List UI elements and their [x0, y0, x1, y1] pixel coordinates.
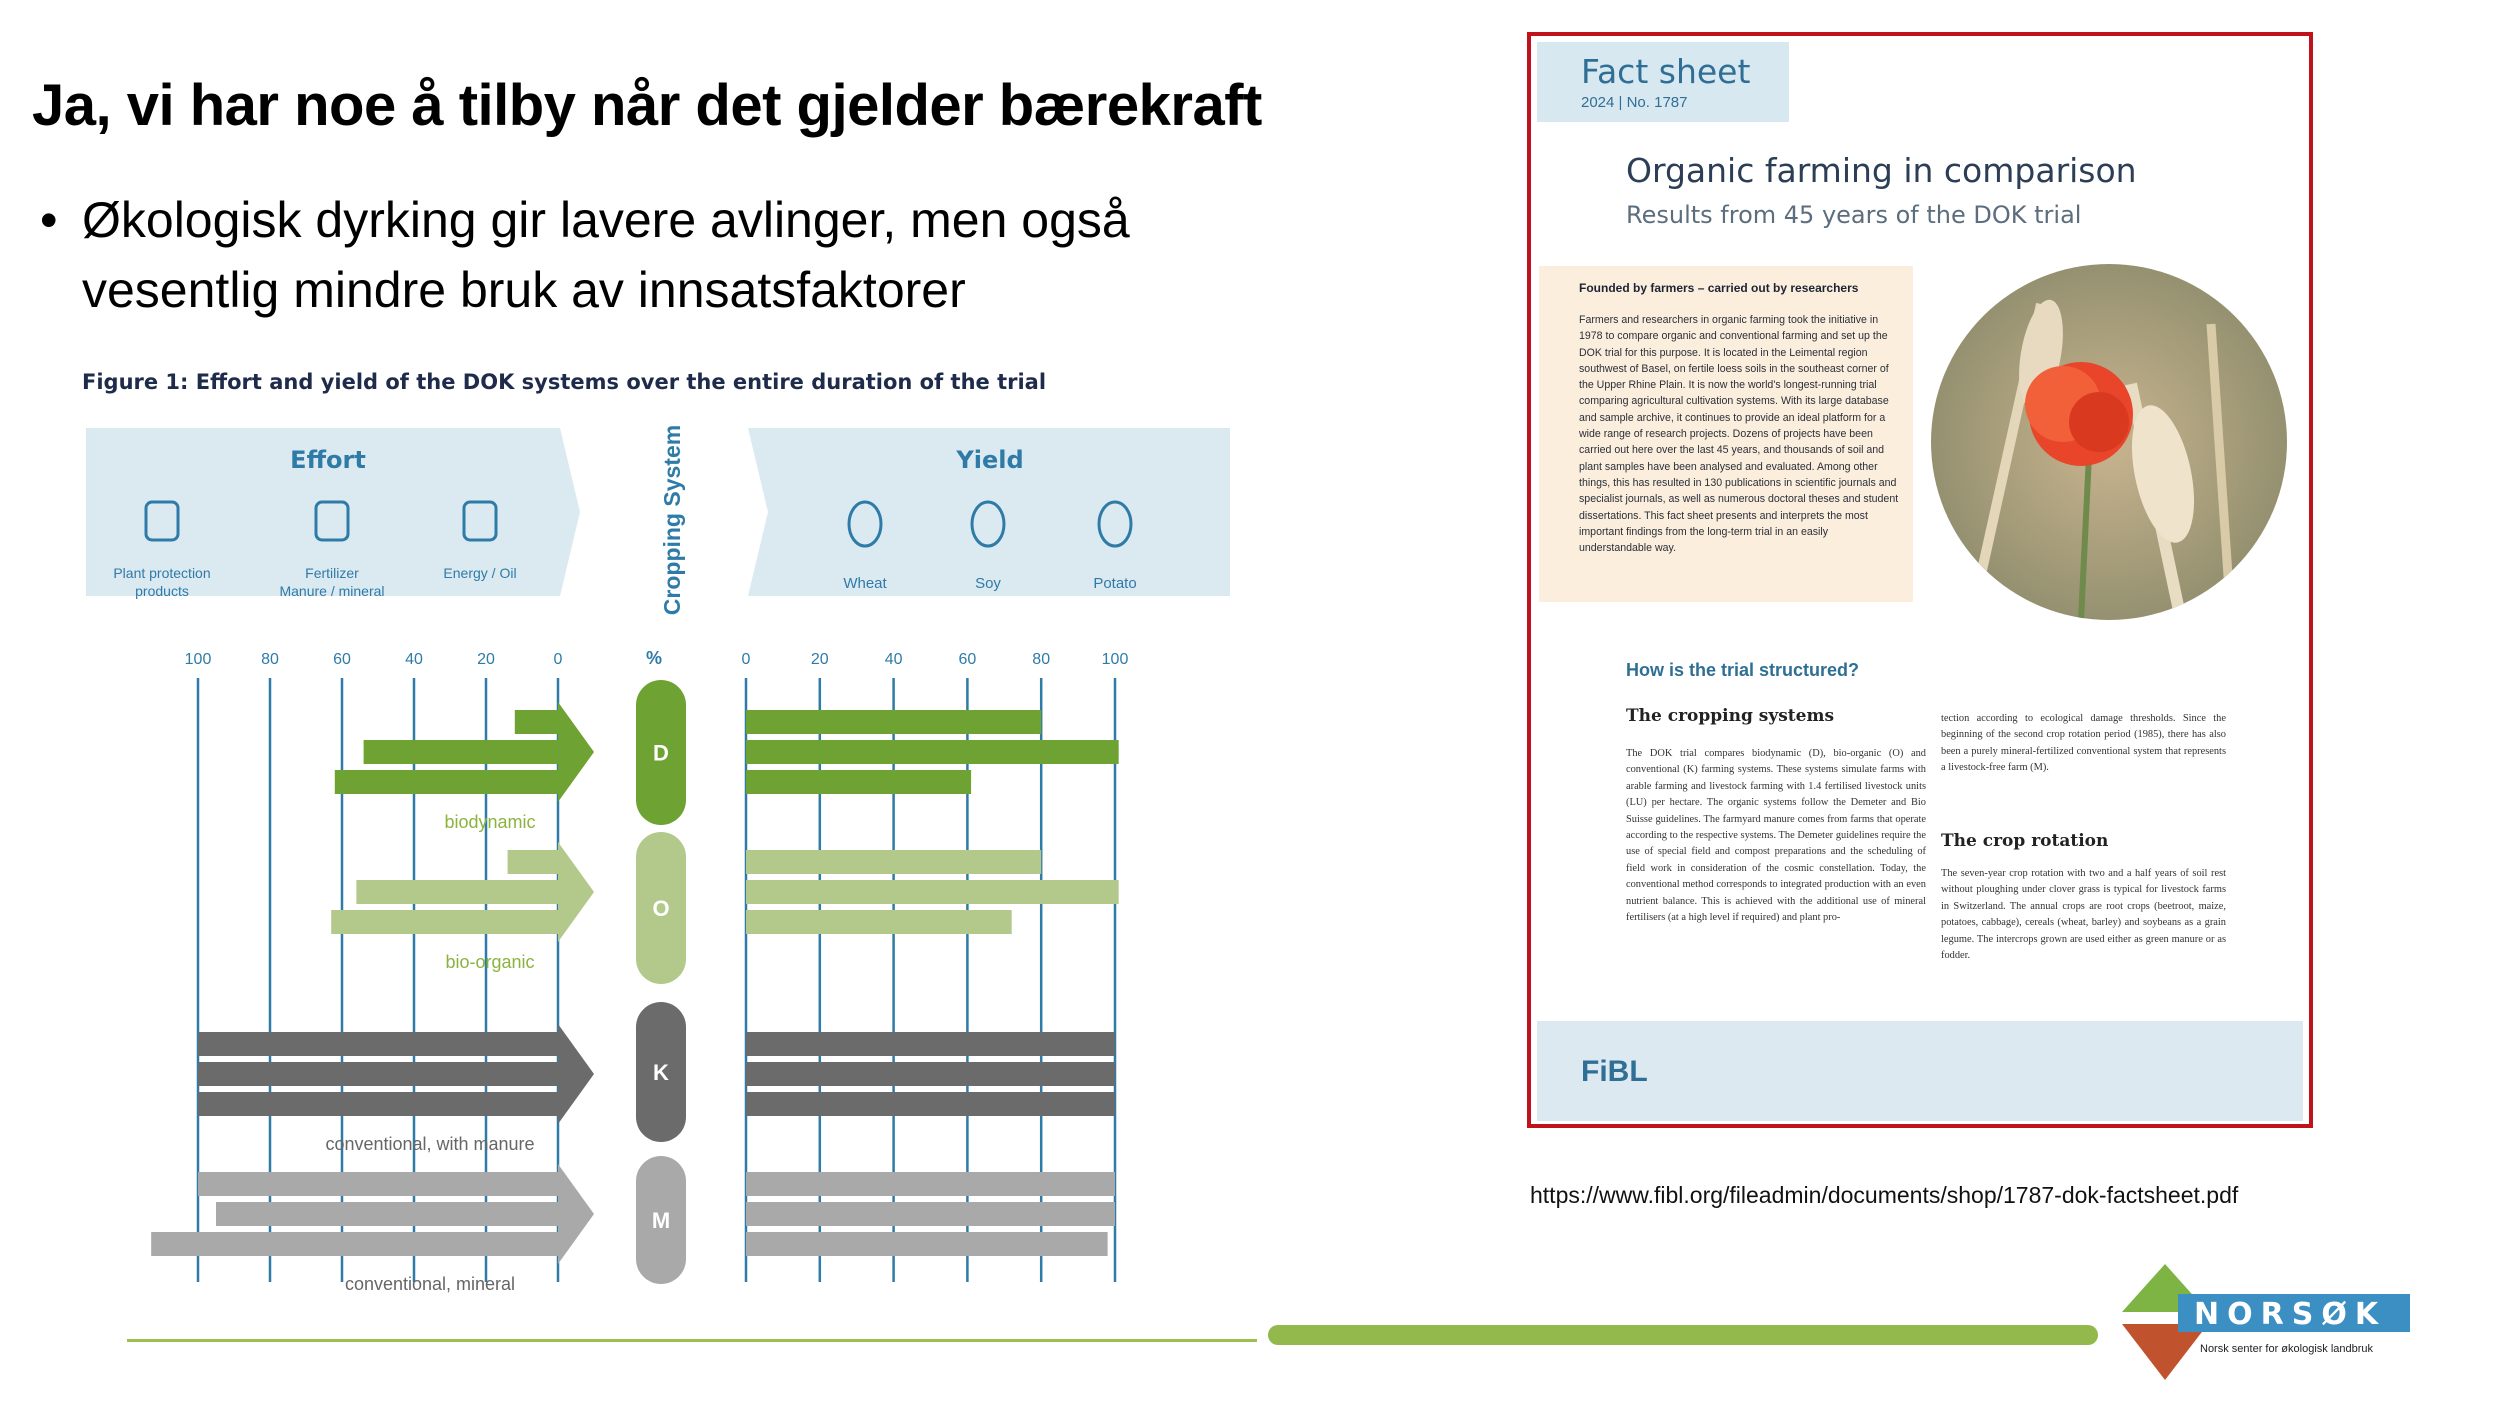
effort-arrowhead-O	[558, 842, 594, 942]
figure-caption: Figure 1: Effort and yield of the DOK systems over the entire duration of the trial	[82, 370, 1047, 394]
factsheet-preview	[1527, 32, 2313, 1128]
factsheet-tab	[1537, 42, 1789, 122]
logo-triangle-down	[2122, 1324, 2208, 1380]
yield-category-label-1: Soy	[975, 575, 1001, 592]
system-name-M: conventional, mineral	[344, 1274, 516, 1294]
bullet-marker: •	[40, 192, 58, 248]
cropping-system-label: Cropping System	[659, 424, 685, 616]
effort-bar-K-1	[198, 1062, 558, 1086]
effort-bar-M-1	[216, 1202, 558, 1226]
yield-bar-O-0	[746, 850, 1041, 874]
yield-tick-20: 20	[810, 651, 829, 668]
yield-bar-M-1	[746, 1202, 1115, 1226]
yield-bar-K-1	[746, 1062, 1115, 1086]
effort-bar-D-0	[515, 710, 558, 734]
factsheet-column-2: tection according to ecological damage thresholds. Since the beginning of the second crop rotation period (1985), there has also been a purely mineral-fertilized conventional system that represents a livestock-free farm (M).	[1941, 713, 2226, 774]
effort-category-label-1: Fertilizer	[305, 565, 359, 581]
effort-bar-O-0	[508, 850, 558, 874]
effort-bar-M-2	[151, 1232, 558, 1256]
yield-panel-label: Yield	[956, 446, 1024, 474]
yield-bar-D-0	[746, 710, 1041, 734]
source-link[interactable]: https://www.fibl.org/fileadmin/documents/shop/1787-dok-factsheet.pdf	[1530, 1182, 2239, 1208]
effort-tick-20: 20	[477, 651, 495, 668]
factsheet-tab-label: Fact sheet	[1581, 52, 1751, 91]
factsheet-intro-box	[1539, 266, 1913, 602]
logo-wordmark: NORSØK	[2194, 1297, 2387, 1332]
system-code-O: O	[652, 896, 670, 921]
system-name-O: bio-organic	[445, 952, 535, 972]
factsheet-section-cropping: The cropping systems	[1626, 706, 1835, 726]
system-name-D: biodynamic	[444, 812, 536, 832]
factsheet-column-3: The seven-year crop rotation with two and a half years of soil rest without ploughing under clover grass is typical for livestock farms in Switzerland. The annual crops are root crops (beetroot, maize, potatoes, cabbage), cereals (wheat, barley) and soybeans as a grain legume. The intercrops grown are used either as green manure or as fodder.	[1941, 868, 2226, 962]
fibl-logo: FiBL	[1581, 1055, 1648, 1088]
effort-bar-K-2	[198, 1092, 558, 1116]
factsheet-footer	[1537, 1021, 2303, 1121]
slide-title: Ja, vi har noe å tilby når det gjelder bærekraft	[32, 73, 1262, 138]
poppy-photo	[1931, 264, 2287, 620]
yield-tick-100: 100	[1101, 651, 1129, 668]
footer-divider-bar	[1268, 1325, 2098, 1345]
bullet-text	[82, 185, 1130, 325]
system-name-K: conventional, with manure	[325, 1134, 535, 1154]
effort-bar-D-2	[335, 770, 558, 794]
yield-tick-0: 0	[741, 651, 751, 668]
factsheet-title: Organic farming in comparison	[1626, 151, 2137, 190]
effort-tick-80: 80	[261, 651, 279, 668]
factsheet-box-body: Farmers and researchers in organic farming took the initiative in 1978 to compare organic and conventional farming and set up the DOK trial for this purpose. It is located in the Leimental region southwest of Basel, on fertile loess soils in the southeast corner of the Upper Rhine Plain. It is now the world's longest-running trial comparing agricultural cultivation systems. With its large database and sample archive, it continues to provide an ideal platform for a wide range of research projects. Dozens of projects have been carried out here over the last 45 years, and thousands of soil and plant samples have been analysed and evaluated. Among other things, this has resulted in 130 publications in scientific journals and specialist journals, as well as numerous doctoral theses and student dissertations. This fact sheet presents and interprets the most important findings from the long-term trial in an easily understandable way.	[1579, 314, 1899, 555]
yield-bar-M-0	[746, 1172, 1115, 1196]
yield-bar-O-1	[746, 880, 1119, 904]
system-code-M: M	[651, 1208, 671, 1233]
bullet-line-1: Økologisk dyrking gir lavere avlinger, men også	[82, 192, 1130, 248]
yield-bar-O-2	[746, 910, 1012, 934]
logo-tagline: Norsk senter for økologisk landbruk	[2200, 1343, 2374, 1355]
effort-tick-0: 0	[553, 651, 563, 668]
poppy-photo-graphic	[1931, 264, 2287, 620]
bullet-line-2: vesentlig mindre bruk av innsatsfaktorer	[82, 262, 966, 318]
factsheet-box-heading: Founded by farmers – carried out by researchers	[1579, 281, 1859, 295]
effort-tick-100: 100	[184, 651, 212, 668]
yield-category-label-2: Potato	[1093, 575, 1137, 592]
yield-bar-K-0	[746, 1032, 1115, 1056]
effort-category-label-0: Plant protection	[113, 565, 211, 581]
effort-tick-60: 60	[333, 651, 351, 668]
yield-bar-K-2	[746, 1092, 1115, 1116]
dok-effort-yield-chart	[70, 420, 1250, 1310]
factsheet-subtitle: Results from 45 years of the DOK trial	[1626, 201, 2082, 229]
effort-arrowhead-M	[558, 1164, 594, 1264]
effort-bar-M-0	[198, 1172, 558, 1196]
effort-bar-O-1	[356, 880, 558, 904]
center-unit: %	[645, 648, 663, 668]
effort-category-label-2: Energy / Oil	[443, 565, 517, 581]
effort-arrowhead-D	[558, 702, 594, 802]
system-code-D: D	[653, 740, 669, 766]
effort-arrowhead-K	[558, 1024, 594, 1124]
factsheet-issue: 2024 | No. 1787	[1581, 94, 1688, 111]
norsok-logo	[2120, 1262, 2410, 1382]
effort-panel-label: Effort	[290, 446, 366, 474]
yield-bar-D-1	[746, 740, 1119, 764]
yield-tick-40: 40	[884, 651, 903, 668]
factsheet-section-rotation: The crop rotation	[1941, 831, 2109, 851]
system-code-K: K	[653, 1060, 669, 1085]
effort-tick-40: 40	[405, 651, 423, 668]
footer-divider-thin	[127, 1339, 1257, 1342]
effort-category-label2-0: products	[135, 583, 189, 599]
yield-tick-60: 60	[958, 651, 977, 668]
effort-bar-K-0	[198, 1032, 558, 1056]
yield-bar-M-2	[746, 1232, 1108, 1256]
yield-bar-D-2	[746, 770, 971, 794]
factsheet-column-1: The DOK trial compares biodynamic (D), bio-organic (O) and conventional (K) farming systems. These systems simulate farms with arable farming and livestock farming with 1.4 fertilised livestock units (LU) per hectare. The organic systems follow the Demeter and Bio Suisse guidelines. The farmyard manure comes from farms that operate according to the respective systems. The Demeter guidelines require the use of special field and compost preparations and the scheduling of field work in consideration of the cosmic constellation. Today, the conventional method corresponds to integrated production with an even nutrient balance. This is achieved with the additional use of mineral fertilisers (at a high level if required) and plant pro-	[1626, 748, 1926, 924]
effort-bar-D-1	[364, 740, 558, 764]
yield-tick-80: 80	[1032, 651, 1051, 668]
factsheet-question: How is the trial structured?	[1626, 660, 1860, 680]
effort-bar-O-2	[331, 910, 558, 934]
effort-category-label2-1: Manure / mineral	[279, 583, 385, 599]
yield-category-label-0: Wheat	[843, 575, 887, 592]
